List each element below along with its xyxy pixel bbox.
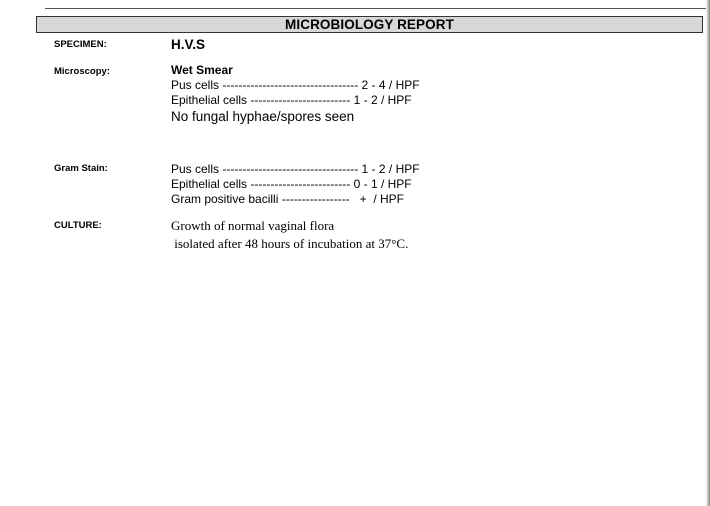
report-title: MICROBIOLOGY REPORT (36, 16, 703, 33)
gram-line-pus-cells: Pus cells ---------------------------------- 1 - 2 / HPF (171, 162, 420, 176)
gram-stain-label: Gram Stain: (54, 163, 108, 174)
microscopy-label: Microscopy: (54, 66, 110, 77)
microscopy-line-pus-cells: Pus cells ---------------------------------- 2 - 4 / HPF (171, 78, 420, 92)
wet-smear-heading: Wet Smear (171, 63, 233, 77)
specimen-value: H.V.S (171, 37, 206, 52)
microscopy-line-epithelial-cells: Epithelial cells ------------------------- 1 - 2 / HPF (171, 93, 412, 107)
gram-line-epithelial-cells: Epithelial cells ------------------------- 0 - 1 / HPF (171, 177, 412, 191)
top-divider (45, 8, 710, 9)
culture-label: CULTURE: (54, 220, 102, 231)
page-edge-shadow (706, 0, 710, 506)
culture-line-1: Growth of normal vaginal flora (171, 218, 335, 233)
culture-section (171, 217, 408, 253)
fungal-note: No fungal hyphae/spores seen (171, 109, 355, 124)
microscopy-section (171, 63, 420, 126)
culture-line-2: isolated after 48 hours of incubation at 37°C. (171, 236, 409, 251)
gram-stain-section (171, 162, 420, 207)
gram-line-positive-bacilli: Gram positive bacilli ----------------- + / HPF (171, 192, 404, 206)
specimen-label: SPECIMEN: (54, 39, 107, 50)
